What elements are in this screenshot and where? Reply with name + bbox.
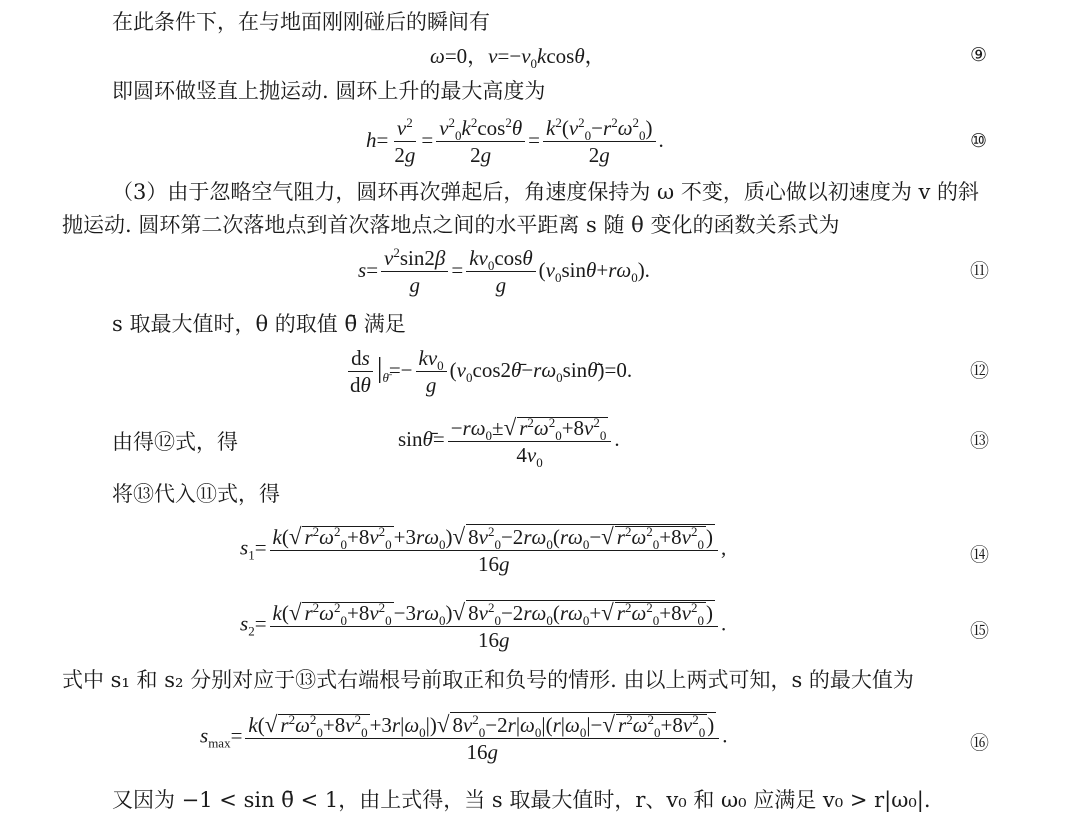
paragraph-final-condition: 又因为 −1 < sin θ̄ < 1，由上式得，当 s 取最大值时，r、v₀ 和 ω₀ 应满足 v₀ > r|ω₀|. xyxy=(112,788,931,812)
equation-number-13: ⑬ xyxy=(970,430,990,452)
equation-text-forms xyxy=(0,0,1,1)
equation-9: ω=0，$v=-v_0kcos\theta$， xyxy=(430,44,606,72)
equation-number-15: ⑮ xyxy=(970,620,990,642)
equation-13: sinθ̄= $\frac{-r\omega_0\pm√ r^2\omega^2_0+8v^2_0}{4v_0}$ . xyxy=(398,415,620,471)
equation-15: $s_2=$ $\frac{k(√ r^2\omega^2_0+8v^2_0-3r\omega_0)√ 8v^2_0-2r\omega_0(r\omega_0+√ r^2\omega^2_0+8v^2_0)}{16g}$ . xyxy=(240,600,727,652)
equation-10: h= $\frac{v^2}{2g}$ = $\frac{v^2_0k^2\cos^2\theta}{2g}$ = $\frac{k^2(v^2_0-r^2\omega^2_0)}{2g}$ . xyxy=(366,115,664,167)
paragraph-s1-s2: 式中 s₁ 和 s₂ 分别对应于⑬式右端根号前取正和负号的情形. 由以上两式可知，s 的最大值为 xyxy=(62,668,914,692)
paragraph-vertical-throw: 即圆环做竖直上抛运动. 圆环上升的最大高度为 xyxy=(112,79,546,103)
paragraph-part3-line2: 抛运动. 圆环第二次落地点到首次落地点之间的水平距离 s 随 θ 变化的函数关系式为 xyxy=(62,213,840,237)
equation-12: $\frac{ds}{d\theta}$ $|_{\thetā}=-$ $\frac{kv_0}{g}$ $(v_0\cos 2\thetā-r\omega_0\sin\thetā)=0$. xyxy=(350,346,633,397)
equation-14: $s_1=$ $\frac{k(√ r^2\omega^2_0+8v^2_0+3r\omega_0)√ 8v^2_0-2r\omega_0(r\omega_0-√ r^2\omega^2_0+8v^2_0)}{16g}$ , xyxy=(240,524,727,576)
paragraph-max-condition: s 取最大值时，θ 的取值 θ̄ 满足 xyxy=(112,312,406,336)
equation-number-16: ⑯ xyxy=(970,732,990,754)
equation-number-12: ⑫ xyxy=(970,360,990,382)
paragraph-substitute: 将⑬代入⑪式，得 xyxy=(112,482,280,506)
paragraph-condition: 在此条件下，在与地面刚刚碰后的瞬间有 xyxy=(112,10,490,34)
equation-number-14: ⑭ xyxy=(970,544,990,566)
equation-16: $s_{max}=$ $\frac{k(√ r^2\omega^2_0+8v^2_0+3r|\omega_0|)√ 8v^2_0-2r|\omega_0|(r|\omega_0|-√ r^2\omega^2_0+8v^2_0)}{16g}$ . xyxy=(200,712,728,764)
equation-number-11: ⑪ xyxy=(970,260,990,282)
equation-number-9: ⑨ xyxy=(970,44,988,66)
paragraph-from-12: 由得⑫式，得 xyxy=(112,430,238,454)
equation-9-text xyxy=(0,0,1,1)
equation-11: s= $\frac{v^2\sin 2\beta}{g}$ = $\frac{kv_0\cos\theta}{g}$ $(v_0\sin\theta+r\omega_0)$. xyxy=(358,245,650,297)
paragraph-part3-line1: （3）由于忽略空气阻力，圆环再次弹起后，角速度保持为 ω 不变，质心做以初速度为 v 的斜 xyxy=(112,180,980,204)
equation-number-10: ⑩ xyxy=(970,130,988,152)
